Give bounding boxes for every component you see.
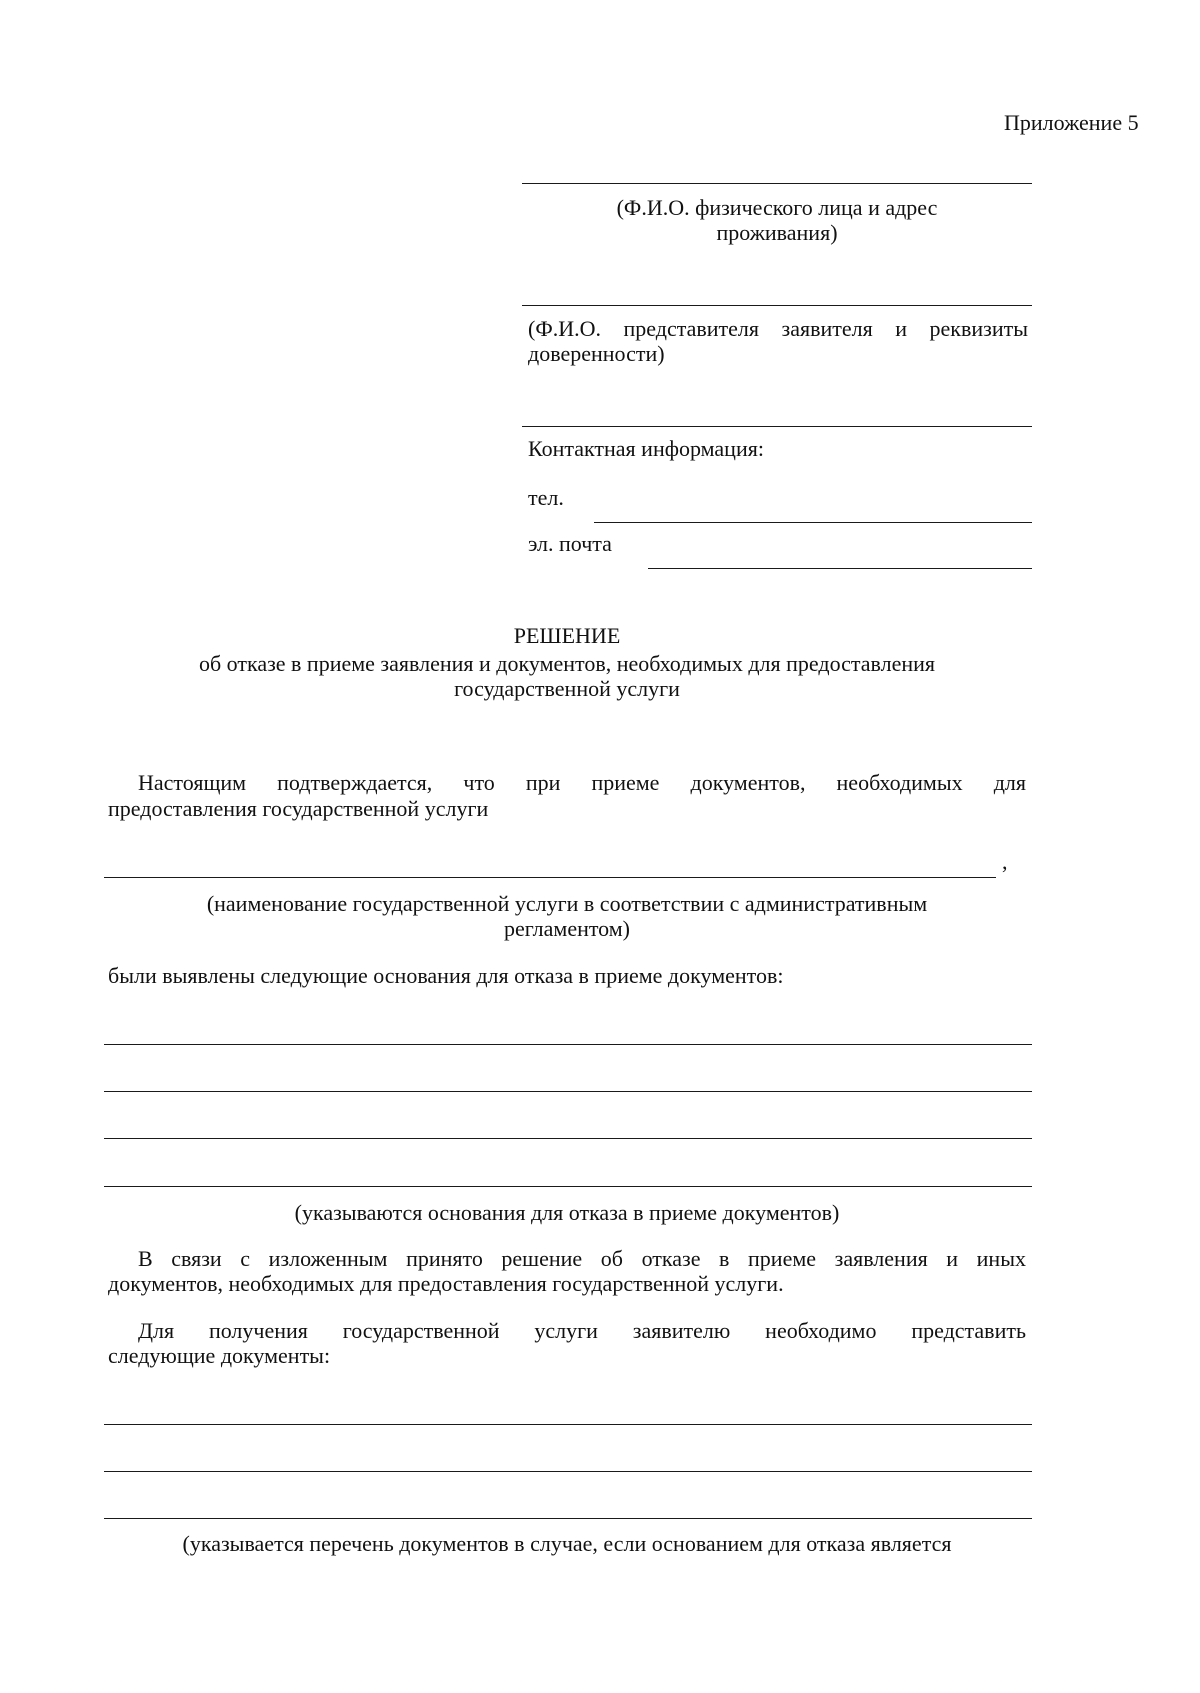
intro-line1: Настоящим подтверждается, что при приеме документов, необходимых для (138, 770, 1026, 795)
email-field[interactable] (648, 568, 1032, 569)
document-subtitle-line2: государственной услуги (454, 676, 680, 701)
service-caption-line2: регламентом) (503, 916, 631, 941)
email-label: эл. почта (528, 531, 612, 556)
document-subtitle-line1: об отказе в приеме заявления и документов, необходимых для предоставления (198, 651, 936, 676)
representative-name-field[interactable] (522, 305, 1032, 306)
intro-line2: предоставления государственной услуги (108, 796, 489, 821)
service-caption-line1: (наименование государственной услуги в соответствии с административным (206, 891, 928, 916)
grounds-intro: были выявлены следующие основания для отказа в приеме документов: (108, 963, 784, 988)
phone-field[interactable] (594, 522, 1032, 523)
grounds-line-1[interactable] (104, 1044, 1032, 1045)
annex-label: Приложение 5 (1004, 110, 1139, 135)
individual-name-field[interactable] (522, 183, 1032, 184)
grounds-line-4[interactable] (104, 1186, 1032, 1187)
phone-label: тел. (528, 485, 564, 510)
decision-line1: В связи с изложенным принято решение об отказе в приеме заявления и иных (138, 1246, 1026, 1271)
grounds-line-3[interactable] (104, 1138, 1032, 1139)
grounds-caption: (указываются основания для отказа в приеме документов) (294, 1200, 840, 1225)
required-line1: Для получения государственной услуги заявителю необходимо представить (138, 1318, 1026, 1343)
contact-field[interactable] (522, 426, 1032, 427)
grounds-line-2[interactable] (104, 1091, 1032, 1092)
representative-caption-line1: (Ф.И.О. представителя заявителя и реквизиты (528, 316, 1028, 341)
service-name-field[interactable] (104, 877, 996, 878)
individual-caption-line2: проживания) (716, 220, 838, 245)
contact-info-label: Контактная информация: (528, 436, 764, 461)
representative-caption-line2: доверенности) (528, 341, 665, 366)
documents-line-3[interactable] (104, 1518, 1032, 1519)
individual-caption-line1: (Ф.И.О. физического лица и адрес (616, 195, 938, 220)
documents-line-1[interactable] (104, 1424, 1032, 1425)
documents-caption: (указывается перечень документов в случае, если основанием для отказа является (182, 1531, 952, 1556)
required-line2: следующие документы: (108, 1343, 331, 1368)
document-heading: РЕШЕНИЕ (513, 623, 621, 648)
documents-line-2[interactable] (104, 1471, 1032, 1472)
decision-line2: документов, необходимых для предоставления государственной услуги. (108, 1271, 784, 1296)
service-comma: , (1002, 849, 1008, 874)
